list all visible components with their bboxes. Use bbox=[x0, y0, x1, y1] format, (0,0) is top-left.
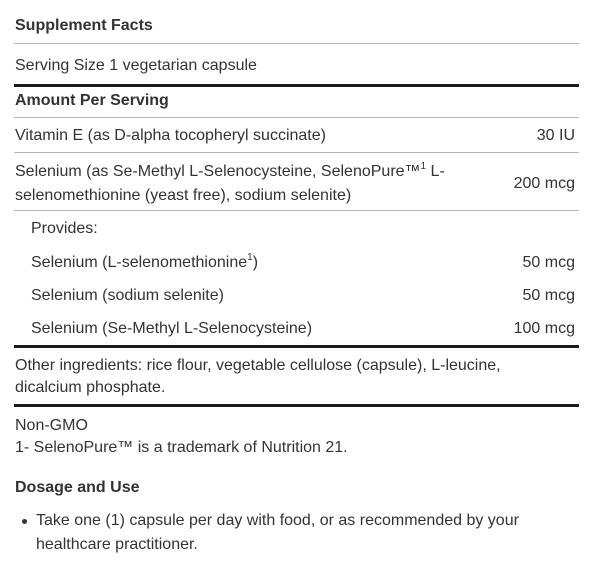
footnote-marker: 1 bbox=[247, 251, 253, 263]
divider bbox=[14, 117, 579, 118]
bullet-icon bbox=[22, 519, 27, 524]
nutrient-name: Vitamin E (as D-alpha tocopheryl succinate) bbox=[15, 127, 326, 144]
nutrient-name-part: Selenium (as Se-Methyl L-Selenocysteine, SelenoPure™ bbox=[15, 163, 421, 180]
divider bbox=[14, 43, 579, 44]
nutrient-amount: 200 mcg bbox=[513, 175, 575, 192]
dosage-heading: Dosage and Use bbox=[15, 479, 140, 496]
dosage-instruction-line2: healthcare practitioner. bbox=[36, 536, 198, 553]
nutrient-amount: 30 IU bbox=[536, 127, 575, 144]
sub-nutrient-amount: 50 mcg bbox=[522, 287, 575, 304]
divider-thick bbox=[14, 404, 579, 407]
nutrient-name-part: L- bbox=[426, 163, 445, 180]
serving-size: Serving Size 1 vegetarian capsule bbox=[15, 57, 257, 74]
sub-nutrient-name-part: Selenium (L-selenomethionine bbox=[31, 254, 248, 271]
non-gmo-label: Non-GMO bbox=[15, 417, 88, 434]
divider-thick bbox=[14, 345, 579, 348]
other-ingredients-line2: dicalcium phosphate. bbox=[15, 379, 166, 396]
provides-label: Provides: bbox=[31, 220, 98, 237]
sub-nutrient-name: Selenium (sodium selenite) bbox=[31, 287, 224, 304]
divider bbox=[14, 210, 579, 211]
dosage-instruction: Take one (1) capsule per day with food, or as recommended by your bbox=[36, 512, 519, 529]
footnote-marker: 1 bbox=[420, 160, 427, 172]
divider bbox=[14, 152, 579, 153]
nutrient-name-line2: selenomethionine (yeast free), sodium selenite) bbox=[15, 187, 352, 204]
amount-per-serving-header: Amount Per Serving bbox=[15, 92, 169, 109]
trademark-footnote: 1- SelenoPure™ is a trademark of Nutrition 21. bbox=[15, 439, 348, 456]
sub-nutrient-name bbox=[31, 253, 258, 273]
sub-nutrient-name-part: ) bbox=[252, 254, 259, 271]
sub-nutrient-amount: 50 mcg bbox=[522, 254, 575, 271]
divider-thick bbox=[14, 84, 579, 87]
sub-nutrient-amount: 100 mcg bbox=[513, 320, 575, 337]
panel-title: Supplement Facts bbox=[15, 17, 153, 34]
other-ingredients: Other ingredients: rice flour, vegetable cellulose (capsule), L-leucine, bbox=[15, 357, 501, 374]
sub-nutrient-name: Selenium (Se-Methyl L-Selenocysteine) bbox=[31, 320, 313, 337]
nutrient-name bbox=[15, 162, 445, 182]
